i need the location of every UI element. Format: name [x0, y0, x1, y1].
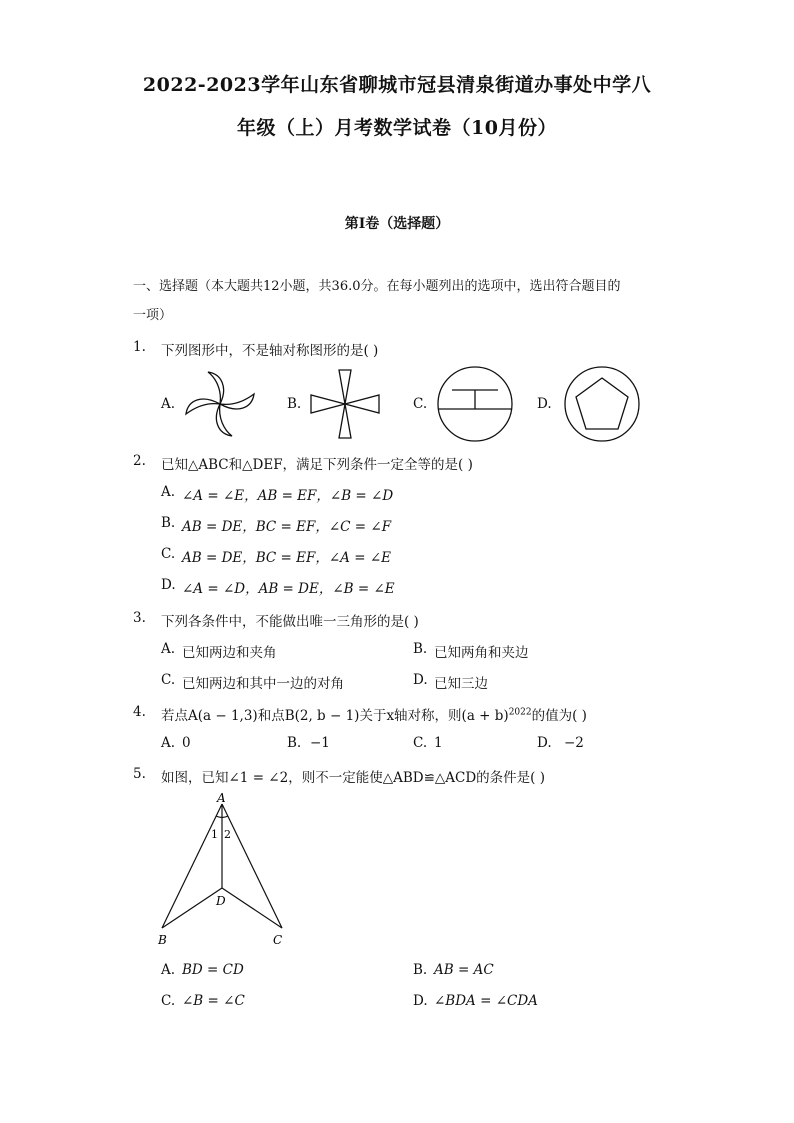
option-text: 已知两边和其中一边的对角 [182, 676, 344, 692]
question-stem [161, 704, 587, 724]
option-label: D. [537, 396, 552, 412]
question-stem: 下列各条件中，不能做出唯一三角形的是( ) [161, 614, 419, 630]
exam-title-line2: 年级（上）月考数学试卷（10月份） [237, 117, 557, 139]
question-number: 5. [133, 766, 146, 782]
triangle-abd-acd-figure [152, 788, 298, 950]
option-text: ∠BDA = ∠CDA [434, 993, 538, 1009]
pinwheel-figure [178, 366, 262, 442]
pentagon-in-circle-figure [562, 364, 642, 444]
option-text: ∠A = ∠D，AB = DE，∠B = ∠E [182, 581, 395, 597]
exponent: 2022 [508, 707, 532, 718]
option-label: A. [161, 484, 176, 500]
angle-label-2: 2 [224, 828, 231, 841]
option-text: BD = CD [182, 962, 244, 978]
option-label: D. [537, 735, 552, 751]
option-label: B. [413, 641, 428, 657]
option-label: A. [161, 962, 176, 978]
option-label: A. [161, 396, 176, 412]
option-text: AB = DE，BC = EF，∠A = ∠E [182, 550, 391, 566]
vertex-label-b: B [158, 933, 167, 947]
question-number: 2. [133, 453, 146, 469]
option-label: B. [287, 396, 302, 412]
option-text: 已知两边和夹角 [182, 645, 277, 661]
option-label: B. [413, 962, 428, 978]
option-text: −1 [310, 735, 330, 751]
option-text: 已知两角和夹边 [434, 645, 529, 661]
vertex-label-a: A [217, 791, 226, 805]
option-label: C. [161, 546, 176, 562]
option-label: C. [161, 993, 176, 1009]
question-number: 3. [133, 610, 146, 626]
exam-title-line1: 2022-2023学年山东省聊城市冠县清泉街道办事处中学八 [142, 74, 652, 96]
angle-label-1: 1 [211, 828, 218, 841]
option-text: 已知三边 [434, 676, 488, 692]
option-text: −2 [564, 735, 584, 751]
option-label: C. [413, 396, 428, 412]
option-text: 1 [434, 735, 443, 751]
option-label: B. [161, 515, 176, 531]
question-stem-tail: 的值为( ) [531, 708, 587, 724]
part-heading: 第I卷（选择题） [344, 216, 450, 232]
option-text: AB = DE，BC = EF，∠C = ∠F [182, 519, 392, 535]
section-instructions-line2: 一项） [133, 308, 173, 323]
option-label: D. [413, 672, 428, 688]
bowtie-cross-figure [308, 368, 382, 440]
option-text: AB = AC [434, 962, 494, 978]
option-label: D. [413, 993, 428, 1009]
question-stem: 如图，已知∠1 = ∠2，则不一定能使△ABD≌△ACD的条件是( ) [161, 770, 545, 786]
question-stem: 已知△ABC和△DEF，满足下列条件一定全等的是( ) [161, 457, 473, 473]
vertex-label-d: D [216, 894, 226, 908]
question-number: 4. [133, 704, 146, 720]
vertex-label-c: C [273, 933, 283, 947]
circle-with-segments-figure [435, 364, 515, 444]
question-stem-main: 若点A(a − 1,3)和点B(2, b − 1)关于x轴对称，则(a + b) [161, 708, 509, 724]
option-label: B. [287, 735, 302, 751]
section-instructions-line1: 一、选择题（本大题共12小题，共36.0分。在每小题列出的选项中，选出符合题目的 [133, 279, 621, 294]
option-text: 0 [182, 735, 191, 751]
option-label: C. [413, 735, 428, 751]
question-number: 1. [133, 339, 146, 355]
option-label: D. [161, 577, 176, 593]
option-label: A. [161, 735, 176, 751]
option-label: C. [161, 672, 176, 688]
option-label: A. [161, 641, 176, 657]
question-stem: 下列图形中，不是轴对称图形的是( ) [161, 343, 379, 359]
option-text: ∠B = ∠C [182, 993, 245, 1009]
option-text: ∠A = ∠E，AB = EF，∠B = ∠D [182, 488, 394, 504]
